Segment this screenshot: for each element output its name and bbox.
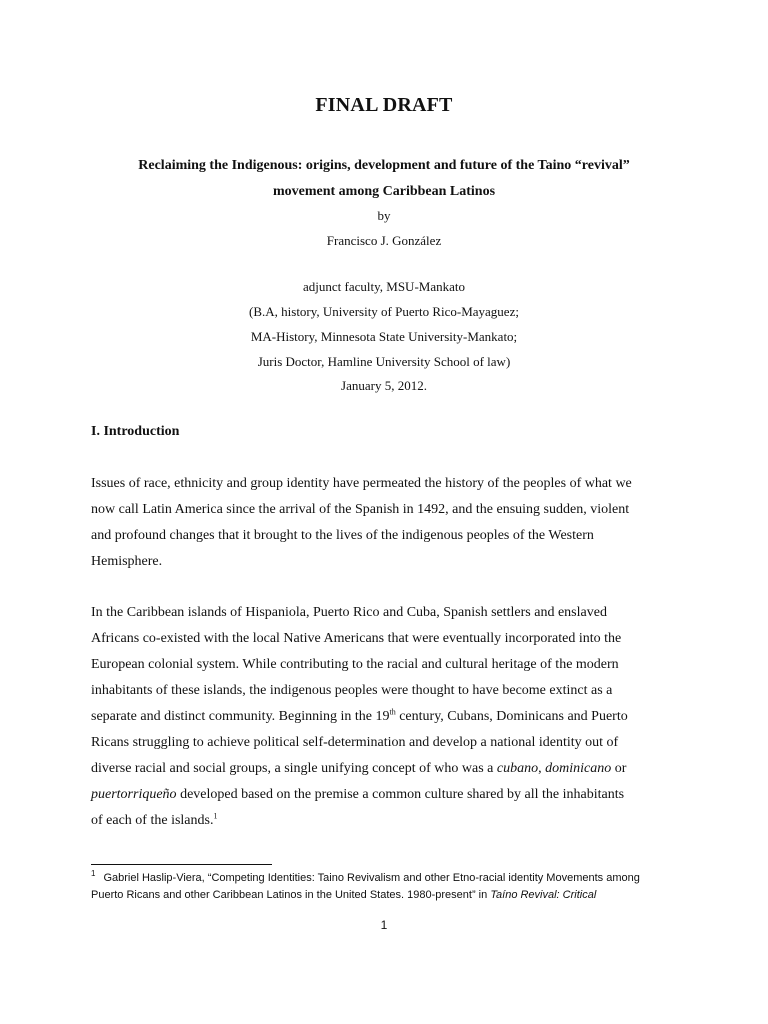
superscript-th: th (389, 707, 396, 717)
text-run: separate and distinct community. Beginning in the 19 (91, 709, 390, 724)
text-run: diverse racial and social groups, a single unifying concept of who was a (91, 761, 497, 776)
paragraph-line: Hemisphere. (91, 554, 163, 569)
footnote-line-1 (91, 870, 691, 887)
document-title: FINAL DRAFT (315, 94, 453, 116)
italic-title: Taíno Revival: Critical (490, 889, 597, 901)
text-run: developed based on the premise a common culture shared by all the inhabitants (176, 787, 625, 802)
text-run: century, Cubans, Dominicans and Puerto (395, 709, 628, 724)
subtitle-line-2: movement among Caribbean Latinos (272, 184, 496, 199)
by-line: by (377, 208, 391, 223)
paragraph-line: now call Latin America since the arrival of the Spanish in 1492, and the ensuing sudden, violent (91, 502, 630, 517)
paragraph-2 (91, 600, 679, 834)
paragraph-line (91, 808, 679, 834)
section-heading: I. Introduction (91, 424, 180, 439)
footnote (91, 870, 691, 904)
paragraph-line (91, 782, 679, 808)
text-run: Puerto Ricans and other Caribbean Latinos in the United States. 1980-present” in (91, 889, 491, 901)
paragraph-line (91, 704, 679, 730)
paragraph-line: European colonial system. While contributing to the racial and cultural heritage of the modern (91, 657, 619, 672)
italic-term-cubano: cubano (496, 761, 539, 776)
page-number: 1 (380, 918, 388, 932)
footnote-number: 1 (91, 869, 96, 879)
degree-line-2: MA-History, Minnesota State University-Mankato; (250, 329, 518, 344)
italic-term-puertorriqueno: puertorriqueño (91, 787, 177, 802)
subtitle-line-1: Reclaiming the Indigenous: origins, development and future of the Taino “revival” (138, 158, 630, 173)
text-run: , (538, 761, 546, 776)
text-run: or (611, 761, 627, 776)
degree-line-3: Juris Doctor, Hamline University School of law) (257, 354, 511, 369)
paragraph-line (91, 756, 679, 782)
paragraph-1 (91, 471, 679, 575)
text-run: of each of the islands. (91, 813, 214, 828)
footnote-line-2 (91, 887, 691, 904)
paragraph-line: Africans co-existed with the local Native Americans that were eventually incorporated into the (91, 631, 622, 646)
italic-term-dominicano: dominicano (545, 761, 612, 776)
paragraph-line: and profound changes that it brought to the lives of the indigenous peoples of the Western (91, 528, 594, 543)
document-date: January 5, 2012. (341, 378, 427, 393)
author-affiliation: adjunct faculty, MSU-Mankato (303, 279, 465, 294)
footnote-divider (91, 864, 272, 865)
paragraph-line: Ricans struggling to achieve political self-determination and develop a national identity out of (91, 735, 619, 750)
degree-line-1: (B.A, history, University of Puerto Rico-Mayaguez; (249, 304, 519, 319)
text-run: Gabriel Haslip-Viera, “Competing Identities: Taino Revivalism and other Etno-racial identity Movements among (103, 872, 640, 884)
paragraph-line: In the Caribbean islands of Hispaniola, Puerto Rico and Cuba, Spanish settlers and enslaved (91, 605, 607, 620)
paragraph-line: Issues of race, ethnicity and group identity have permeated the history of the peoples of what we (91, 476, 632, 491)
author-name: Francisco J. González (326, 233, 442, 248)
document-subtitle (100, 153, 668, 205)
footnote-reference[interactable]: 1 (213, 811, 218, 821)
paragraph-line: inhabitants of these islands, the indigenous peoples were thought to have become extinct as a (91, 683, 613, 698)
